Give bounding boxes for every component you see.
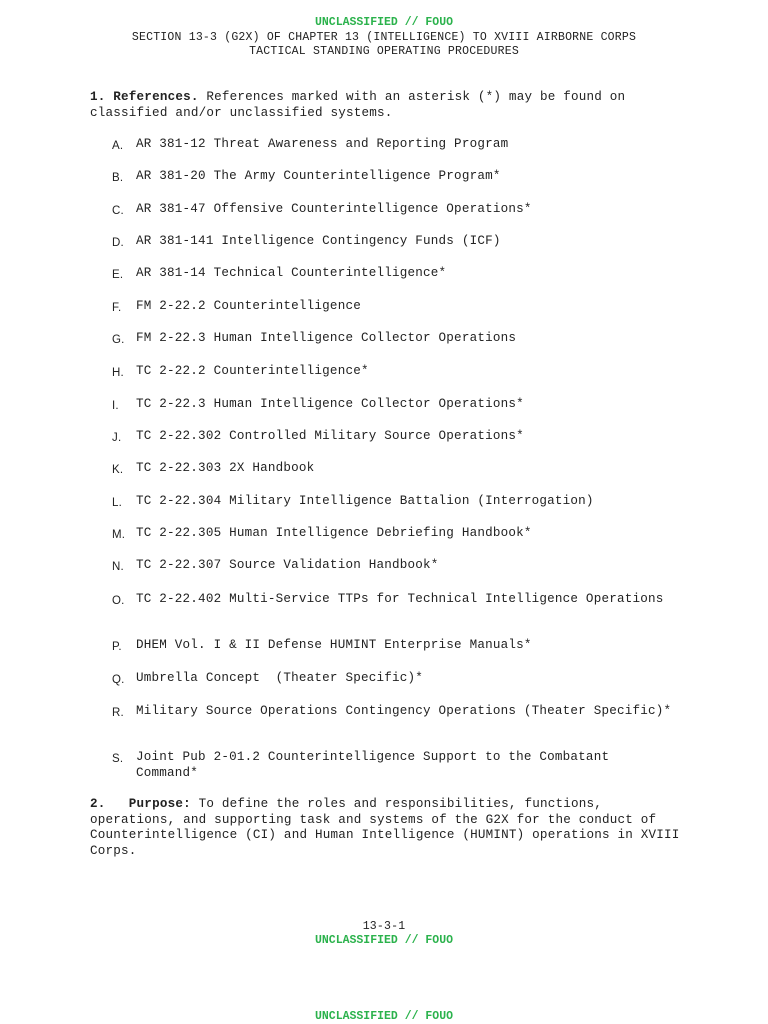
reference-letter: A. — [112, 140, 124, 152]
reference-item — [112, 331, 672, 349]
reference-letter: M. — [112, 529, 126, 541]
reference-item — [112, 169, 672, 187]
reference-letter: N. — [112, 561, 124, 573]
section-text: To define the roles and responsibilities, functions, operations, and supporting task and systems of the G2X for the conduct of Counterintelligence (CI) and Human Intelligence (HUMINT) operations in XVIII Corps. — [90, 797, 680, 858]
reference-letter: L. — [112, 497, 122, 509]
reference-item — [112, 397, 672, 415]
reference-text: TC 2-22.302 Controlled Military Source Operations* — [136, 429, 524, 443]
reference-text: TC 2-22.2 Counterintelligence* — [136, 364, 369, 378]
reference-text: DHEM Vol. I & II Defense HUMINT Enterprise Manuals* — [136, 638, 532, 652]
reference-item — [112, 234, 672, 252]
reference-item — [112, 704, 672, 722]
reference-letter: G. — [112, 334, 125, 346]
reference-item — [112, 299, 672, 317]
section-number: 1. — [90, 90, 106, 104]
reference-letter: J. — [112, 432, 122, 444]
reference-text: TC 2-22.402 Multi-Service TTPs for Technical Intelligence Operations — [136, 592, 664, 606]
reference-letter: D. — [112, 237, 124, 249]
reference-letter: H. — [112, 367, 124, 379]
reference-text: AR 381-20 The Army Counterintelligence Program* — [136, 169, 501, 183]
reference-letter: K. — [112, 464, 124, 476]
reference-text: FM 2-22.3 Human Intelligence Collector Operations — [136, 331, 517, 345]
reference-text: AR 381-141 Intelligence Contingency Funds (ICF) — [136, 234, 501, 248]
document-header-line1: SECTION 13-3 (G2X) OF CHAPTER 13 (INTELLIGENCE) TO XVIII AIRBORNE CORPS — [131, 31, 637, 44]
reference-text: AR 381-14 Technical Counterintelligence* — [136, 266, 447, 280]
reference-item — [112, 494, 672, 512]
reference-text: Joint Pub 2-01.2 Counterintelligence Support to the Combatant Command* — [136, 750, 610, 780]
reference-item — [112, 526, 672, 544]
reference-text: TC 2-22.303 2X Handbook — [136, 461, 315, 475]
section-heading: References. — [113, 90, 199, 104]
section-heading: Purpose: — [128, 797, 191, 811]
reference-text: FM 2-22.2 Counterintelligence — [136, 299, 361, 313]
reference-letter: R. — [112, 707, 124, 719]
reference-text: AR 381-47 Offensive Counterintelligence Operations* — [136, 202, 532, 216]
document-header-line2: TACTICAL STANDING OPERATING PROCEDURES — [249, 45, 519, 58]
reference-item — [112, 592, 672, 610]
reference-letter: S. — [112, 753, 124, 765]
classification-banner-next-page: UNCLASSIFIED // FOUO — [314, 1010, 454, 1023]
reference-text: Umbrella Concept (Theater Specific)* — [136, 671, 424, 685]
reference-item — [112, 638, 672, 656]
section-number: 2. — [90, 797, 106, 811]
reference-item — [112, 364, 672, 382]
reference-text: TC 2-22.3 Human Intelligence Collector Operations* — [136, 397, 524, 411]
reference-letter: O. — [112, 595, 125, 607]
reference-letter: I. — [112, 400, 119, 412]
reference-item — [112, 671, 672, 689]
reference-item — [112, 750, 672, 781]
classification-banner-bottom: UNCLASSIFIED // FOUO — [314, 934, 454, 947]
reference-letter: F. — [112, 302, 122, 314]
section-purpose — [90, 797, 680, 859]
reference-item — [112, 137, 672, 155]
reference-text: TC 2-22.305 Human Intelligence Debriefing Handbook* — [136, 526, 532, 540]
reference-text: TC 2-22.304 Military Intelligence Battalion (Interrogation) — [136, 494, 594, 508]
reference-text: AR 381-12 Threat Awareness and Reporting Program — [136, 137, 509, 151]
classification-banner-top: UNCLASSIFIED // FOUO — [314, 16, 454, 29]
reference-letter: B. — [112, 172, 124, 184]
section-text: References marked with an asterisk (*) may be found on classified and/or unclassified systems. — [90, 90, 626, 120]
reference-item — [112, 202, 672, 220]
reference-item — [112, 558, 672, 576]
reference-item — [112, 461, 672, 479]
reference-letter: E. — [112, 269, 124, 281]
section-references — [90, 90, 680, 121]
reference-letter: P. — [112, 641, 122, 653]
reference-text: Military Source Operations Contingency Operations (Theater Specific)* — [136, 704, 672, 718]
reference-letter: C. — [112, 205, 124, 217]
reference-letter: Q. — [112, 674, 125, 686]
reference-item — [112, 429, 672, 447]
page-number: 13-3-1 — [362, 920, 406, 933]
reference-item — [112, 266, 672, 284]
reference-text: TC 2-22.307 Source Validation Handbook* — [136, 558, 439, 572]
